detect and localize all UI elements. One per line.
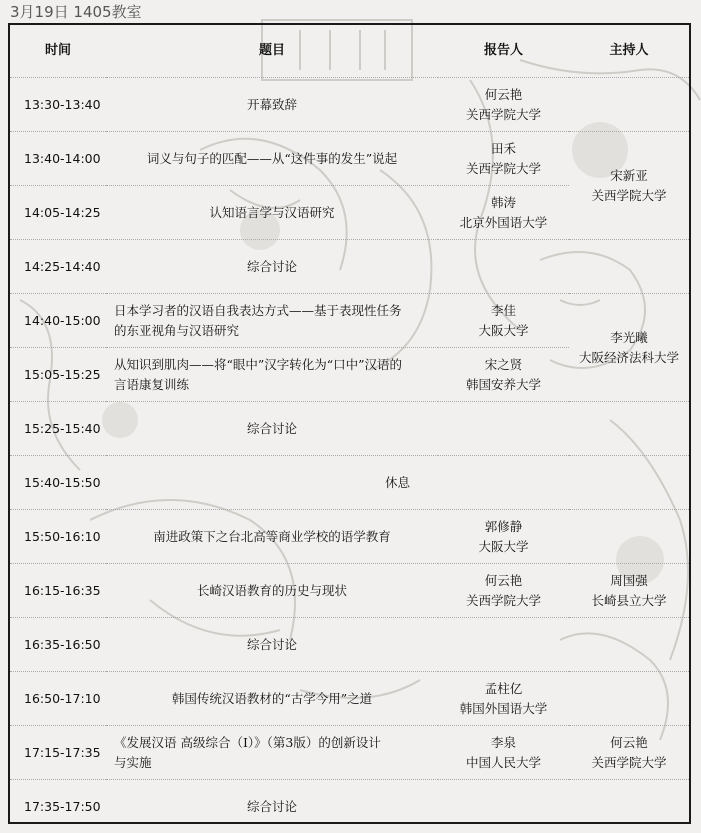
header-row — [10, 25, 689, 78]
break-cell — [106, 456, 689, 510]
speaker-affiliation: 北京外国语大学 — [442, 213, 565, 233]
time-cell: 16:50-17:10 — [10, 672, 106, 726]
topic-cell — [106, 240, 438, 294]
topic-cell — [106, 186, 438, 240]
header-topic: 题目 — [106, 25, 438, 78]
speaker-cell-empty — [438, 780, 569, 833]
speaker-cell — [438, 186, 569, 240]
host-cell — [569, 294, 689, 402]
host-affiliation: 大阪经济法科大学 — [573, 348, 685, 368]
speaker-affiliation: 韩国外国语大学 — [442, 699, 565, 719]
speaker-affiliation: 关西学院大学 — [442, 105, 565, 125]
speaker-cell — [438, 294, 569, 348]
topic-line: 综合讨论 — [110, 635, 434, 655]
speaker-cell — [438, 726, 569, 780]
topic-cell — [106, 564, 438, 618]
header-host: 主持人 — [569, 25, 689, 78]
speaker-cell — [438, 564, 569, 618]
topic-cell — [106, 294, 438, 348]
schedule-frame — [8, 23, 691, 824]
topic-cell — [106, 348, 438, 402]
topic-cell — [106, 402, 438, 456]
table-row — [10, 510, 689, 564]
speaker-name: 田禾 — [442, 139, 565, 159]
speaker-affiliation: 韩国安养大学 — [442, 375, 565, 395]
topic-line: 与实施 — [114, 753, 434, 773]
host-cell — [569, 564, 689, 618]
topic-line: 日本学习者的汉语自我表达方式——基于表现性任务 — [114, 301, 434, 321]
topic-cell — [106, 132, 438, 186]
time-cell: 17:15-17:35 — [10, 726, 106, 780]
speaker-affiliation: 大阪大学 — [442, 537, 565, 557]
host-name: 李光曦 — [573, 328, 685, 348]
topic-line: 综合讨论 — [110, 797, 434, 817]
topic-line: 从知识到肌肉——将“眼中”汉字转化为“口中”汉语的 — [114, 355, 434, 375]
session-caption: 3月19日 1405教室 — [10, 2, 142, 22]
time-cell: 15:05-15:25 — [10, 348, 106, 402]
time-cell: 15:50-16:10 — [10, 510, 106, 564]
speaker-cell — [438, 672, 569, 726]
speaker-cell — [438, 348, 569, 402]
topic-line: 长崎汉语教育的历史与现状 — [110, 581, 434, 601]
host-name: 何云艳 — [573, 733, 685, 753]
table-row — [10, 672, 689, 726]
speaker-affiliation: 大阪大学 — [442, 321, 565, 341]
speaker-name: 何云艳 — [442, 85, 565, 105]
header-speaker: 报告人 — [438, 25, 569, 78]
speaker-name: 孟柱亿 — [442, 679, 565, 699]
table-row — [10, 294, 689, 348]
table-row — [10, 618, 689, 672]
time-cell: 15:40-15:50 — [10, 456, 106, 510]
table-row — [10, 456, 689, 510]
table-row — [10, 564, 689, 618]
speaker-name: 郭修静 — [442, 517, 565, 537]
topic-cell — [106, 78, 438, 132]
topic-line: 南进政策下之台北高等商业学校的语学教育 — [110, 527, 434, 547]
speaker-affiliation: 关西学院大学 — [442, 159, 565, 179]
topic-line: 开幕致辞 — [110, 95, 434, 115]
host-affiliation: 关西学院大学 — [573, 186, 685, 206]
table-row — [10, 726, 689, 780]
host-name: 周国强 — [573, 571, 685, 591]
speaker-cell — [438, 132, 569, 186]
speaker-name: 何云艳 — [442, 571, 565, 591]
topic-line: 《发展汉语 高级综合（I）》（第3版）的创新设计 — [114, 733, 434, 753]
topic-cell — [106, 618, 438, 672]
host-cell-empty — [569, 780, 689, 833]
table-row — [10, 780, 689, 833]
time-cell: 16:35-16:50 — [10, 618, 106, 672]
topic-cell — [106, 672, 438, 726]
topic-line: 综合讨论 — [110, 419, 434, 439]
host-cell-empty — [569, 618, 689, 672]
speaker-cell — [438, 510, 569, 564]
time-cell: 17:35-17:50 — [10, 780, 106, 833]
host-cell-empty — [569, 78, 689, 132]
topic-cell — [106, 780, 438, 833]
speaker-affiliation: 关西学院大学 — [442, 591, 565, 611]
topic-line: 韩国传统汉语教材的“古学今用”之道 — [110, 689, 434, 709]
speaker-cell — [438, 78, 569, 132]
host-cell — [569, 132, 689, 240]
time-cell: 16:15-16:35 — [10, 564, 106, 618]
time-cell: 14:40-15:00 — [10, 294, 106, 348]
topic-cell — [106, 510, 438, 564]
time-cell: 13:30-13:40 — [10, 78, 106, 132]
table-row — [10, 132, 689, 186]
host-affiliation: 长崎县立大学 — [573, 591, 685, 611]
speaker-cell-empty — [438, 618, 569, 672]
time-cell: 13:40-14:00 — [10, 132, 106, 186]
schedule-table — [10, 25, 689, 833]
speaker-name: 韩涛 — [442, 193, 565, 213]
host-cell-empty — [569, 672, 689, 726]
time-cell: 14:05-14:25 — [10, 186, 106, 240]
host-cell-empty — [569, 240, 689, 294]
topic-line: 词义与句子的匹配——从“这件事的发生”说起 — [110, 149, 434, 169]
topic-line: 休息 — [110, 473, 685, 493]
host-name: 宋新亚 — [573, 166, 685, 186]
topic-line: 综合讨论 — [110, 257, 434, 277]
host-cell-empty — [569, 510, 689, 564]
topic-cell — [106, 726, 438, 780]
speaker-name: 李泉 — [442, 733, 565, 753]
speaker-affiliation: 中国人民大学 — [442, 753, 565, 773]
host-cell-empty — [569, 402, 689, 456]
time-cell: 14:25-14:40 — [10, 240, 106, 294]
speaker-name: 宋之贤 — [442, 355, 565, 375]
speaker-cell-empty — [438, 240, 569, 294]
topic-line: 的东亚视角与汉语研究 — [114, 321, 434, 341]
time-cell: 15:25-15:40 — [10, 402, 106, 456]
speaker-cell-empty — [438, 402, 569, 456]
topic-line: 言语康复训练 — [114, 375, 434, 395]
table-row — [10, 78, 689, 132]
table-row — [10, 240, 689, 294]
topic-line: 认知语言学与汉语研究 — [110, 203, 434, 223]
host-cell — [569, 726, 689, 780]
speaker-name: 李佳 — [442, 301, 565, 321]
host-affiliation: 关西学院大学 — [573, 753, 685, 773]
header-time: 时间 — [10, 25, 106, 78]
table-row — [10, 402, 689, 456]
